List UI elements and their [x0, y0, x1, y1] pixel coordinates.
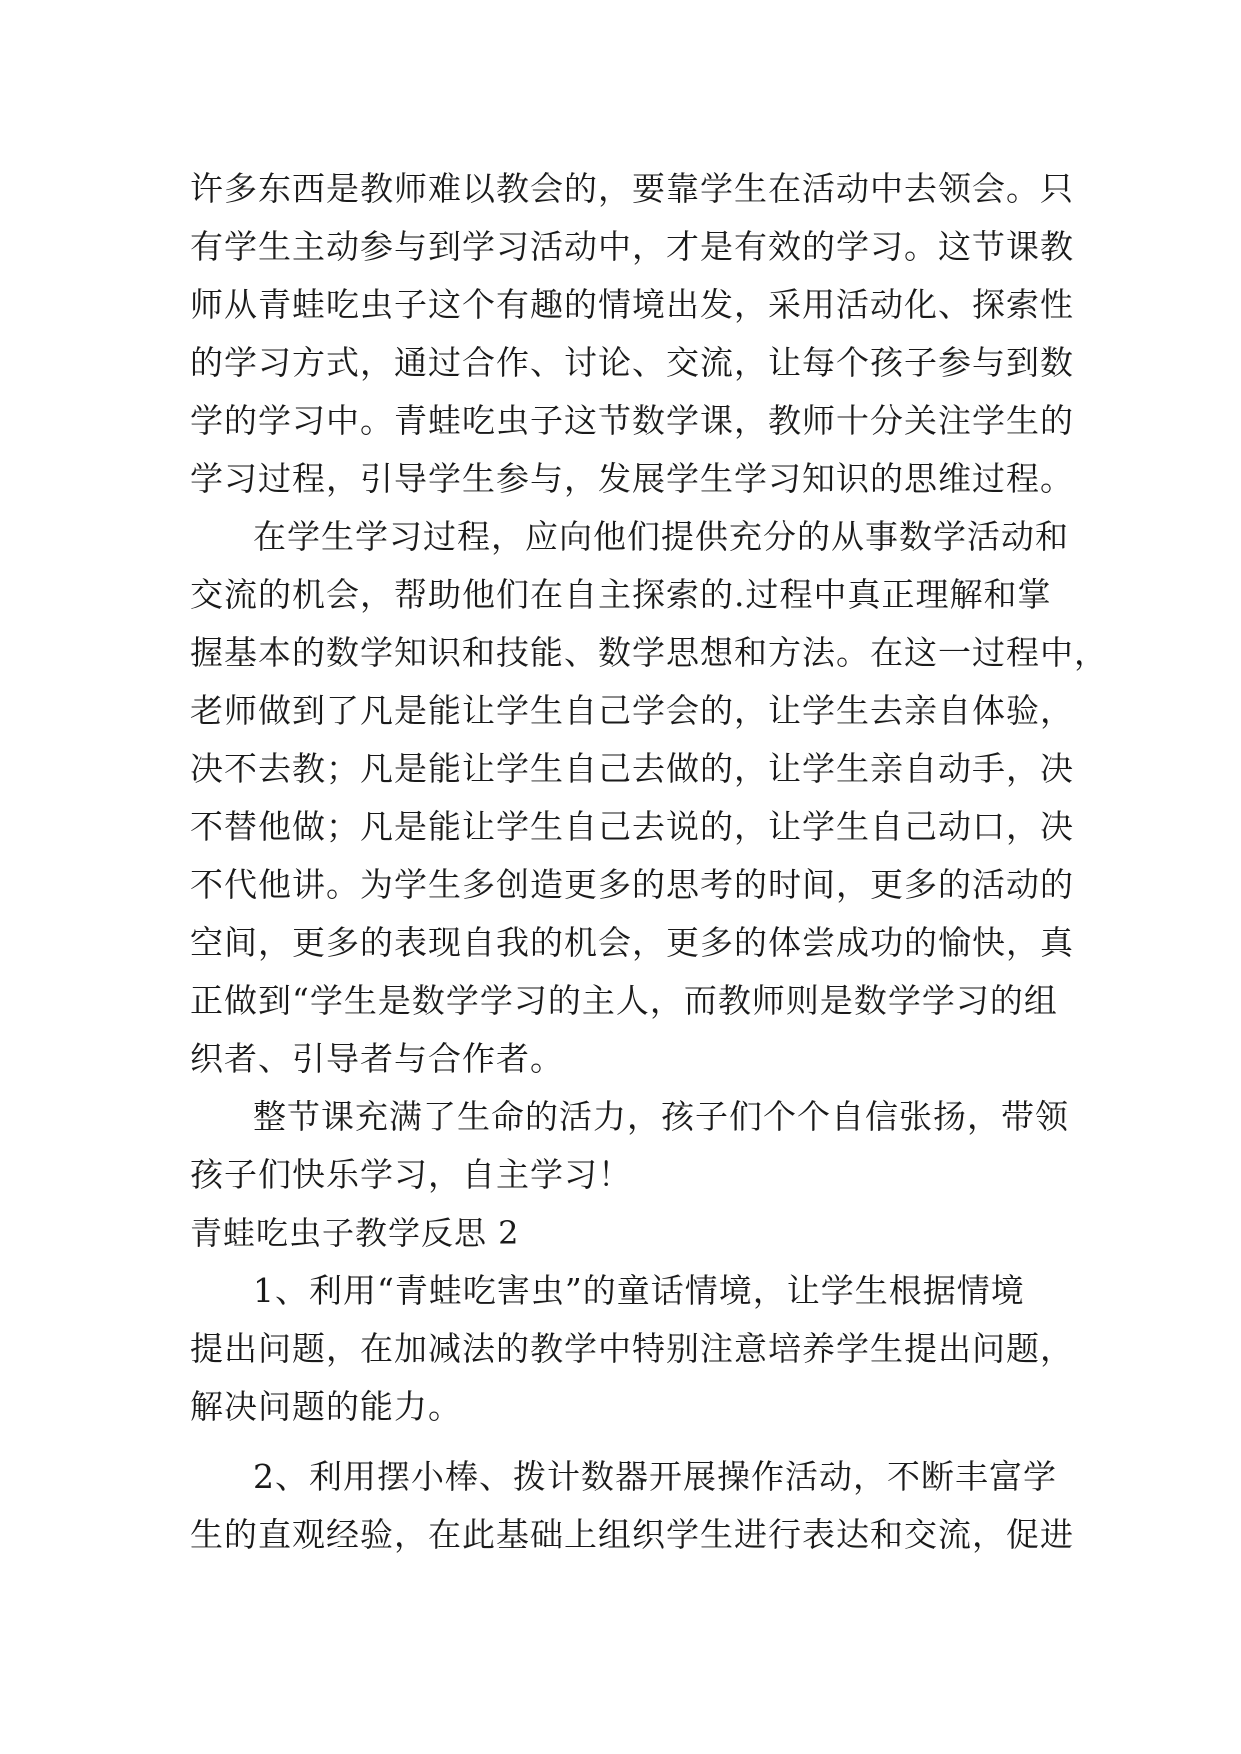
- text-line: 许多东西是教师难以教会的，要靠学生在活动中去领会。只: [190, 169, 1074, 208]
- paragraph-start-line: 整节课充满了生命的活力，孩子们个个自信张扬，带领: [253, 1097, 1069, 1136]
- text-line: 解决问题的能力。: [190, 1387, 462, 1426]
- text-line: 决不去教；凡是能让学生自己去做的，让学生亲自动手，决: [190, 749, 1074, 788]
- text-line: 不替他做；凡是能让学生自己去说的，让学生自己动口，决: [190, 807, 1074, 846]
- text-line: 孩子们快乐学习，自主学习！: [190, 1155, 632, 1194]
- section-heading: 青蛙吃虫子教学反思 2: [190, 1214, 520, 1252]
- text-line: 织者、引导者与合作者。: [190, 1039, 564, 1078]
- text-line: 正做到“学生是数学学习的主人，而教师则是数学学习的组: [190, 981, 1058, 1020]
- text-line: 交流的机会，帮助他们在自主探索的.过程中真正理解和掌: [190, 575, 1052, 614]
- text-line: 的学习方式，通过合作、讨论、交流，让每个孩子参与到数: [190, 343, 1074, 382]
- text-line: 学的学习中。青蛙吃虫子这节数学课，教师十分关注学生的: [190, 401, 1074, 440]
- text-line: 学习过程，引导学生参与，发展学生学习知识的思维过程。: [190, 459, 1074, 498]
- text-line: 生的直观经验，在此基础上组织学生进行表达和交流，促进: [190, 1515, 1074, 1554]
- text-line: 老师做到了凡是能让学生自己学会的，让学生去亲自体验，: [190, 691, 1074, 730]
- text-line: 空间，更多的表现自我的机会，更多的体尝成功的愉快，真: [190, 923, 1074, 962]
- paragraph-start-line: 1、利用“青蛙吃害虫”的童话情境，让学生根据情境: [253, 1271, 1025, 1310]
- text-line: 不代他讲。为学生多创造更多的思考的时间，更多的活动的: [190, 865, 1074, 904]
- text-line: 握基本的数学知识和技能、数学思想和方法。在这一过程中，: [190, 633, 1108, 672]
- text-line: 提出问题，在加减法的教学中特别注意培养学生提出问题，: [190, 1329, 1074, 1368]
- text-line: 师从青蛙吃虫子这个有趣的情境出发，采用活动化、探索性: [190, 285, 1074, 324]
- paragraph-start-line: 2、利用摆小棒、拨计数器开展操作活动，不断丰富学: [253, 1457, 1057, 1496]
- paragraph-gap: [190, 1436, 1050, 1448]
- document-body: [190, 160, 1108, 1564]
- paragraph-start-line: 在学生学习过程，应向他们提供充分的从事数学活动和: [253, 517, 1069, 556]
- text-line: 有学生主动参与到学习活动中，才是有效的学习。这节课教: [190, 227, 1074, 266]
